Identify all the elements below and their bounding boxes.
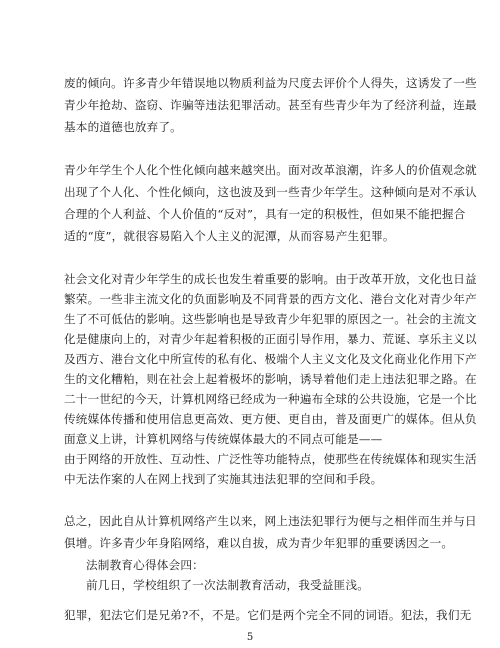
text-line: 二十一世纪的今天，计算机网络已经成为一种遍布全球的公共设施，它是一个比	[64, 392, 477, 406]
text-line: 繁荣。一些非主流文化的负面影响及不同背景的西方文化、港台文化对青少年产	[64, 292, 477, 306]
text-line: 俱增。许多青少年身陷网络，难以自拔，成为青少年犯罪的重要诱因之一。	[64, 536, 454, 550]
text-line: 青少年抢劫、盗窃、诈骗等违法犯罪活动。甚至有些青少年为了经济利益，连最	[64, 98, 477, 112]
text-line: 犯罪，犯法它们是兄弟?不，不是。它们是两个完全不同的词语。犯法，我们无	[64, 608, 472, 622]
text-line: 生的文化糟粕，则在社会上起着极坏的影响，诱导着他们走上违法犯罪之路。在	[64, 372, 477, 386]
text-line: 传统媒体传播和使用信息更高效、更方便、更自由，普及面更广的媒体。但从负	[64, 412, 477, 426]
text-line: 合理的个人利益、个人价值的“反对”，具有一定的积极性，但如果不能把握合	[64, 207, 466, 221]
text-line: 适的“度”，就很容易陷入个人主义的泥潭，从而容易产生犯罪。	[64, 229, 395, 243]
text-line: 社会文化对青少年学生的成长也发生着重要的影响。由于改革开放，文化也日益	[64, 272, 477, 286]
text-line: 面意义上讲，计算机网络与传统媒体最大的不同点可能是——	[64, 432, 383, 446]
section-heading: 法制教育心得体会四：	[86, 558, 204, 572]
text-line: 出现了个人化、个性化倾向，这也波及到一些青少年学生。这种倾向是对不承认	[64, 185, 477, 199]
text-line: 总之，因此自从计算机网络产生以来，网上违法犯罪行为便与之相伴而生并与日	[64, 514, 477, 528]
text-line: 生了不可低估的影响。这些影响也是导致青少年犯罪的原因之一。社会的主流文	[64, 312, 477, 326]
text-line: 中无法作案的人在网上找到了实施其违法犯罪的空间和手段。	[64, 472, 383, 486]
page-number: 5	[246, 632, 254, 643]
text-line: 前几日，学校组织了一次法制教育活动，我受益匪浅。	[86, 578, 370, 592]
text-line: 及西方、港台文化中所宣传的私有化、极端个人主义文化及文化商业化作用下产	[64, 352, 477, 366]
text-line: 化是健康向上的，对青少年起着积极的正面引导作用，暴力、荒诞、享乐主义以	[64, 332, 477, 346]
text-line: 基本的道德也放弃了。	[64, 120, 182, 134]
text-line: 废的倾向。许多青少年错误地以物质利益为尺度去评价个人得失，这诱发了一些	[64, 76, 477, 90]
text-line: 青少年学生个人化个性化倾向越来越突出。面对改革浪潮，许多人的价值观念就	[64, 163, 477, 177]
text-line: 由于网络的开放性、互动性、广泛性等功能特点，使那些在传统媒体和现实生活	[64, 452, 477, 466]
